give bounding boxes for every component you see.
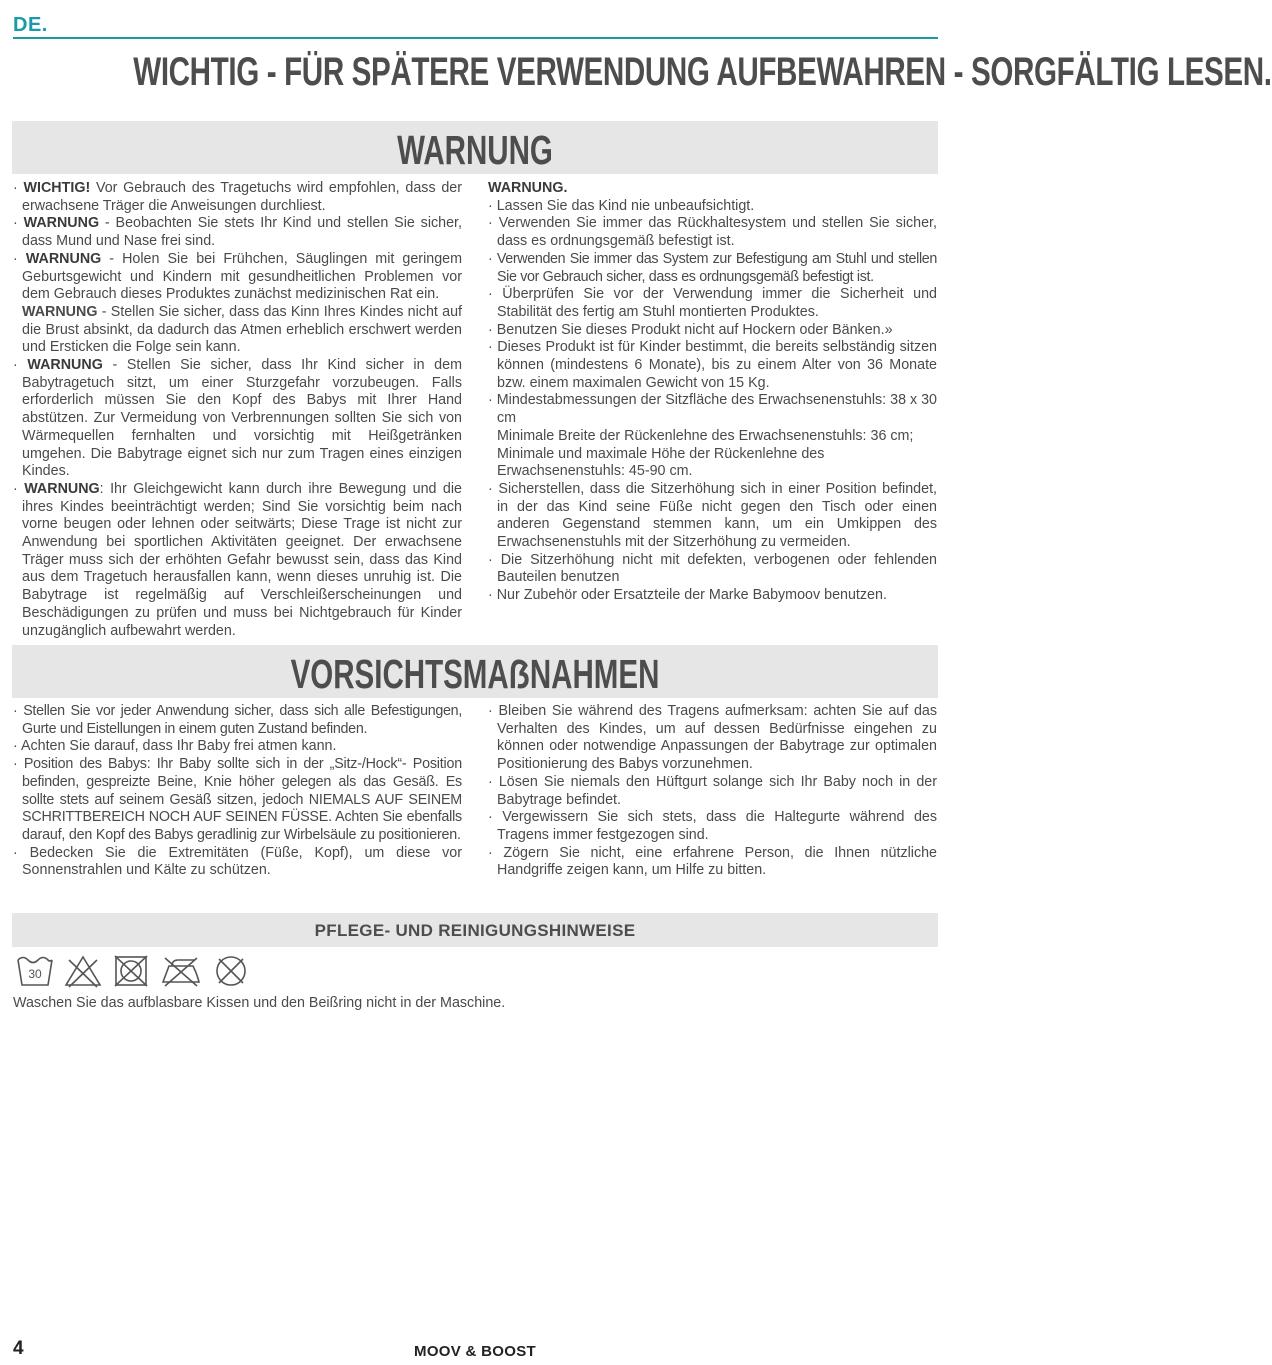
list-item: · WARNUNG - Beobachten Sie stets Ihr Kind und stellen Sie sicher, dass Mund und Nase frei sind. xyxy=(13,215,463,250)
list-item: · WICHTIG! Vor Gebrauch des Tragetuchs wird empfohlen, dass der erwachsene Träger die Anweisungen durchliest. xyxy=(13,180,463,214)
list-item: · Mindestabmessungen der Sitzfläche des Erwachsenenstuhls: 38 x 30 cm xyxy=(488,392,938,427)
vorsicht-left-column xyxy=(13,703,462,880)
list-item: · Achten Sie darauf, dass Ihr Baby frei atmen kann. xyxy=(13,738,337,755)
svg-text:30: 30 xyxy=(28,967,42,981)
page-number: 4 xyxy=(13,1338,24,1359)
vorsicht-header-band xyxy=(12,645,938,698)
list-item: · Bedecken Sie die Extremitäten (Füße, Kopf), um diese vor Sonnenstrahlen und Kälte zu schützen. xyxy=(13,844,463,879)
list-item: WARNUNG - Stellen Sie sicher, dass das Kinn Ihres Kindes nicht auf die Brust absinkt, da dadurch das Atmen erheblich erschwert werden und Ersticken die Folge sein kann. xyxy=(22,303,462,356)
list-item: Minimale Breite der Rückenlehne des Erwachsenenstuhls: 36 cm; Minimale und maximale Höhe der Rückenlehne des Erwachsenenstuhls: 45-90 cm. xyxy=(497,427,914,480)
list-item: · Überprüfen Sie vor der Verwendung immer die Sicherheit und Stabilität des fertig am Stuhl montierten Produktes. xyxy=(488,286,937,320)
no-iron-icon xyxy=(159,952,203,992)
care-note: Waschen Sie das aufblasbare Kissen und den Beißring nicht in der Maschine. xyxy=(13,995,506,1011)
footer-brand: MOOV & BOOST xyxy=(414,1343,536,1360)
wash-30-icon xyxy=(15,952,55,992)
list-item: · Vergewissern Sie sich stets, dass die Haltegurte während des Tragens immer festgezogen sind. xyxy=(488,809,937,843)
list-item: · Zögern Sie nicht, eine erfahrene Person, die Ihnen nützliche Handgriffe zeigen kann, um Hilfe zu bitten. xyxy=(488,844,938,879)
care-header-band xyxy=(12,913,938,947)
care-icons xyxy=(15,952,251,992)
page-title: WICHTIG - FÜR SPÄTERE VERWENDUNG AUFBEWAHREN - SORGFÄLTIG LESEN. xyxy=(133,50,1272,94)
list-item: · Verwenden Sie immer das Rückhaltesystem und stellen Sie sicher, dass es ordnungsgemäß befestigt ist. xyxy=(488,215,937,250)
warnung-right-heading: WARNUNG. xyxy=(488,180,568,196)
no-tumble-dry-icon xyxy=(111,952,151,992)
list-item: · WARNUNG - Stellen Sie sicher, dass Ihr Kind sicher in dem Babytragetuch sitzt, um einer Sturzgefahr vorzubeugen. Falls erforderlich müssen Sie den Kopf des Babys mit Ihrer Hand abstützen. Zur Vermeidung von Verbrennungen sollten Sie sich von Wärmequellen fernhalten und vorsichtig mit Heißgetränken umgehen. Die Babytrage eignet sich nur zum Tragen eines einzigen Kindes. xyxy=(13,357,462,480)
language-code: DE. xyxy=(13,14,48,36)
list-item: · Lassen Sie das Kind nie unbeaufsichtigt. xyxy=(488,197,755,214)
warnung-header-band xyxy=(12,121,938,174)
header-rule xyxy=(13,37,938,39)
list-item: · Position des Babys: Ihr Baby sollte sich in der „Sitz-/Hock“- Position befinden, gespreizte Beine, Knie höher gelegen als das Gesäß. Es sollte stets auf seinem Gesäß sitzen, jedoch NIEMALS AUF SEINEM SCHRITTBEREICH NOCH AUF SEINEN FÜSSE. Achten Sie ebenfalls darauf, den Kopf des Babys geradlinig zur Wirbelsäule zu positionieren. xyxy=(13,756,462,843)
warnung-title: WARNUNG xyxy=(397,127,553,173)
list-item: · WARNUNG: Ihr Gleichgewicht kann durch ihre Bewegung und die ihres Kindes beeinträchtigt werden; Sind Sie vorsichtig beim nach vorne beugen oder lehnen oder seitwärts; Diese Trage ist nicht zur Anwendung bei sportlichen Aktivitäten geeignet. Der erwachsene Träger muss sich der erhöhten Gefahr bewusst sein, dass das Kind aus dem Tragetuch herausfallen kann, wenn dieses unruhig ist. Die Babytrage ist regelmäßig auf Verschleißerscheinungen und Beschädigungen zu prüfen und muss bei Nichtgebrauch für Kinder unzugänglich aufbewahrt werden. xyxy=(13,480,463,639)
list-item: · Lösen Sie niemals den Hüftgurt solange sich Ihr Baby noch in der Babytrage befindet. xyxy=(488,773,938,808)
warnung-right-column xyxy=(488,180,937,605)
list-item: · WARNUNG - Holen Sie bei Frühchen, Säuglingen mit geringem Geburtsgewicht und Kindern mit gesundheitlichen Problemen vor dem Gebrauch dieses Produktes zunächst medizinischen Rat ein. xyxy=(13,250,463,303)
list-item: · Die Sitzerhöhung nicht mit defekten, verbogenen oder fehlenden Bauteilen benutzen xyxy=(488,551,938,586)
list-item: · Sicherstellen, dass die Sitzerhöhung sich in einer Position befindet, in der das Kind seine Füße nicht gegen den Tisch oder einen anderen Gegenstand stemmen kann, um ein Umkippen des Erwachsenenstuhls mit der Sitzerhöhung zu vermeiden. xyxy=(488,480,938,551)
list-item: · Benutzen Sie dieses Produkt nicht auf Hockern oder Bänken.» xyxy=(488,321,893,338)
vorsicht-right-column xyxy=(488,703,937,880)
list-item: · Nur Zubehör oder Ersatzteile der Marke Babymoov benutzen. xyxy=(488,587,887,604)
vorsicht-title: VORSICHTSMAẞNAHMEN xyxy=(290,651,660,697)
warnung-left-column xyxy=(13,180,462,640)
no-bleach-icon xyxy=(63,952,103,992)
list-item: · Verwenden Sie immer das System zur Befestigung am Stuhl und stellen Sie vor Gebrauch sicher, dass es ordnungsgemäß befestigt ist. xyxy=(488,250,937,285)
list-item: · Dieses Produkt ist für Kinder bestimmt, die bereits selbständig sitzen können (mindestens 6 Monate), bis zu einem Alter von 36 Monate bzw. einem maximalen Gewicht von 15 Kg. xyxy=(488,339,937,391)
no-dry-clean-icon xyxy=(211,952,251,992)
care-title: PFLEGE- UND REINIGUNGSHINWEISE xyxy=(314,921,636,940)
list-item: · Bleiben Sie während des Tragens aufmerksam: achten Sie auf das Verhalten des Kindes, um auf dessen Bedürfnisse eingehen zu können oder notwendige Anpassungen der Babytrage zur optimalen Positionierung des Babys vorzunehmen. xyxy=(488,703,937,773)
list-item: · Stellen Sie vor jeder Anwendung sicher, dass sich alle Befestigungen, Gurte und Eistellungen in einem guten Zustand befinden. xyxy=(13,703,462,737)
